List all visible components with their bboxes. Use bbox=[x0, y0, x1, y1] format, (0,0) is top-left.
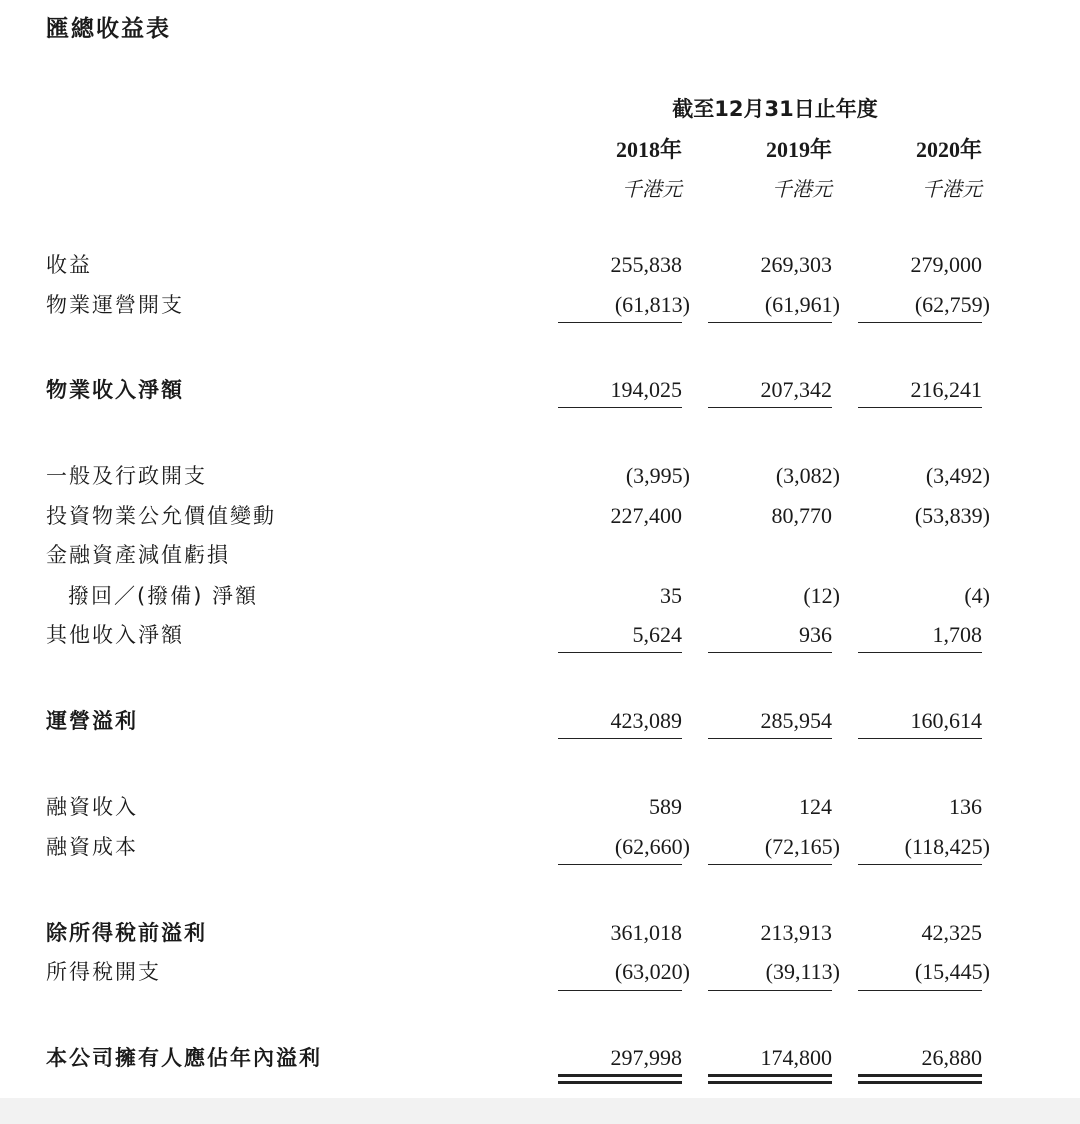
row-label: 本公司擁有人應佔年內溢利 bbox=[46, 1046, 322, 1070]
row-label: 金融資產減值虧損 bbox=[46, 543, 230, 567]
column-year-2020: 2020年 bbox=[915, 137, 982, 163]
table-row-other-income bbox=[0, 615, 1080, 655]
subtotal-rule bbox=[558, 990, 682, 991]
subtotal-rule bbox=[858, 652, 982, 653]
row-label: 所得稅開支 bbox=[46, 960, 161, 984]
column-unit: 千港元 bbox=[772, 177, 832, 201]
subtotal-rule bbox=[558, 738, 682, 739]
table-row-admin-expenses bbox=[0, 456, 1080, 496]
total-double-rule bbox=[558, 1074, 682, 1084]
cell-value: 42,325 bbox=[921, 920, 982, 945]
subtotal-rule bbox=[558, 864, 682, 865]
cell-value: (4) bbox=[964, 583, 990, 608]
table-row-finance-income bbox=[0, 787, 1080, 827]
subtotal-rule bbox=[558, 652, 682, 653]
row-label: 物業收入淨額 bbox=[46, 378, 184, 402]
period-header: 截至12月31日止年度 bbox=[672, 97, 878, 121]
table-row-property-operating-expenses bbox=[0, 285, 1080, 325]
row-label: 融資成本 bbox=[46, 835, 138, 859]
cell-value: (3,995) bbox=[625, 463, 690, 488]
cell-value: (3,492) bbox=[925, 463, 990, 488]
cell-value: 255,838 bbox=[610, 252, 682, 277]
subtotal-rule bbox=[558, 322, 682, 323]
row-label: 其他收入淨額 bbox=[46, 623, 184, 647]
cell-value: 194,025 bbox=[610, 377, 682, 402]
cell-value: (62,759) bbox=[914, 292, 990, 317]
cell-value: 160,614 bbox=[910, 708, 982, 733]
cell-value: (15,445) bbox=[914, 959, 990, 984]
cell-value: 279,000 bbox=[910, 252, 982, 277]
cell-value: (3,082) bbox=[775, 463, 840, 488]
table-row-impairment-net bbox=[0, 576, 1080, 616]
cell-value: 361,018 bbox=[610, 920, 682, 945]
cell-value: (39,113) bbox=[765, 959, 840, 984]
row-label: 投資物業公允價值變動 bbox=[46, 504, 276, 528]
cell-value: 269,303 bbox=[760, 252, 832, 277]
column-year-2019: 2019年 bbox=[765, 137, 832, 163]
subtotal-rule bbox=[858, 864, 982, 865]
row-label: 收益 bbox=[46, 253, 92, 277]
cell-value: (118,425) bbox=[904, 834, 990, 859]
column-unit: 千港元 bbox=[922, 177, 982, 201]
subtotal-rule bbox=[708, 990, 832, 991]
cell-value: 1,708 bbox=[932, 622, 982, 647]
cell-value: 80,770 bbox=[771, 503, 832, 528]
subtotal-rule bbox=[708, 652, 832, 653]
table-row-income-tax bbox=[0, 952, 1080, 992]
subtotal-rule bbox=[708, 738, 832, 739]
row-label: 一般及行政開支 bbox=[46, 464, 207, 488]
table-row-fair-value-change bbox=[0, 496, 1080, 536]
total-double-rule bbox=[858, 1074, 982, 1084]
column-unit: 千港元 bbox=[622, 177, 682, 201]
cell-value: 227,400 bbox=[610, 503, 682, 528]
row-label: 融資收入 bbox=[46, 795, 138, 819]
cell-value: 589 bbox=[649, 794, 682, 819]
row-label: 物業運營開支 bbox=[46, 293, 184, 317]
cell-value: 124 bbox=[799, 794, 832, 819]
total-double-rule bbox=[708, 1074, 832, 1084]
cell-value: 207,342 bbox=[760, 377, 832, 402]
page-title: 匯總收益表 bbox=[46, 16, 171, 42]
cell-value: 936 bbox=[799, 622, 832, 647]
cell-value: 26,880 bbox=[921, 1045, 982, 1070]
cell-value: (61,813) bbox=[614, 292, 690, 317]
table-row-profit-before-tax bbox=[0, 913, 1080, 953]
subtotal-rule bbox=[708, 322, 832, 323]
row-label: 撥回／(撥備) 淨額 bbox=[68, 584, 259, 608]
cell-value: (53,839) bbox=[914, 503, 990, 528]
row-label: 除所得稅前溢利 bbox=[46, 921, 207, 945]
subtotal-rule bbox=[858, 738, 982, 739]
cell-value: 35 bbox=[660, 583, 682, 608]
page-bottom-strip bbox=[0, 1098, 1080, 1124]
table-row-impairment-heading bbox=[0, 535, 1080, 575]
cell-value: 297,998 bbox=[610, 1045, 682, 1070]
cell-value: 5,624 bbox=[632, 622, 682, 647]
cell-value: 216,241 bbox=[910, 377, 982, 402]
cell-value: (61,961) bbox=[764, 292, 840, 317]
subtotal-rule bbox=[858, 990, 982, 991]
subtotal-rule bbox=[708, 864, 832, 865]
table-row-operating-profit bbox=[0, 701, 1080, 741]
table-row-revenue bbox=[0, 245, 1080, 285]
subtotal-rule bbox=[858, 407, 982, 408]
table-row-profit-attributable bbox=[0, 1038, 1080, 1078]
row-label: 運營溢利 bbox=[46, 709, 138, 733]
cell-value: (72,165) bbox=[764, 834, 840, 859]
cell-value: 174,800 bbox=[760, 1045, 832, 1070]
table-row-net-property-income bbox=[0, 370, 1080, 410]
table-row-finance-costs bbox=[0, 827, 1080, 867]
subtotal-rule bbox=[558, 407, 682, 408]
subtotal-rule bbox=[858, 322, 982, 323]
cell-value: 213,913 bbox=[760, 920, 832, 945]
cell-value: (62,660) bbox=[614, 834, 690, 859]
cell-value: (63,020) bbox=[614, 959, 690, 984]
column-year-2018: 2018年 bbox=[615, 137, 682, 163]
subtotal-rule bbox=[708, 407, 832, 408]
cell-value: 285,954 bbox=[760, 708, 832, 733]
cell-value: (12) bbox=[803, 583, 840, 608]
cell-value: 136 bbox=[949, 794, 982, 819]
cell-value: 423,089 bbox=[610, 708, 682, 733]
